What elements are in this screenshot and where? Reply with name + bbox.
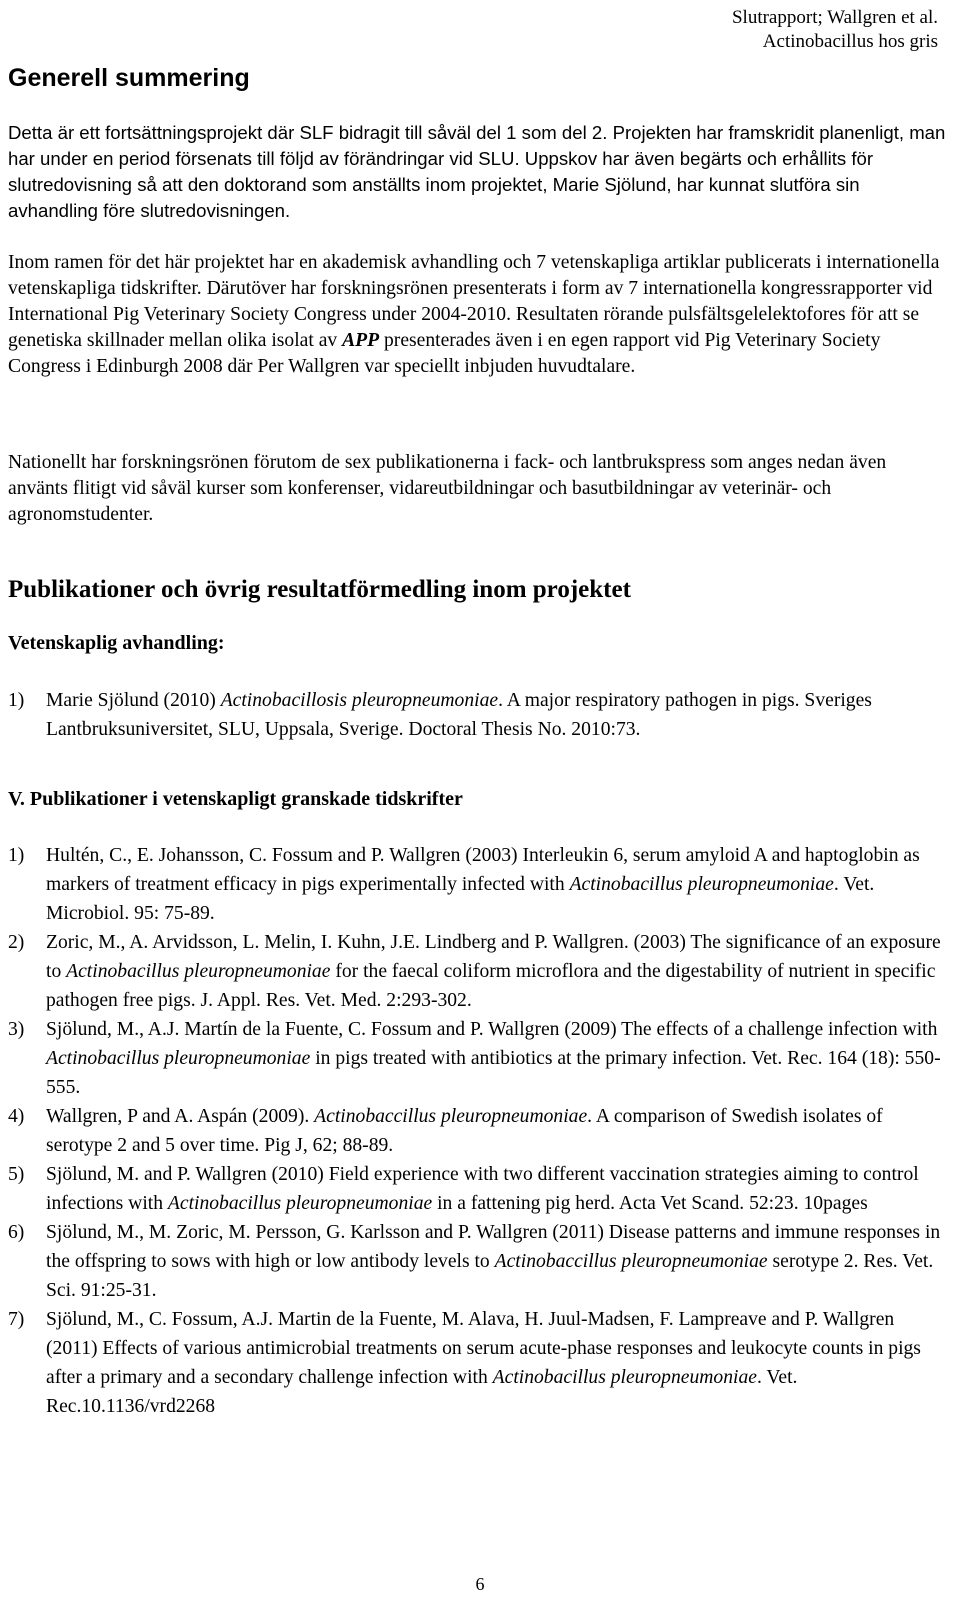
header-line-2: Actinobacillus hos gris: [762, 31, 938, 52]
reference-source: for the faecal coliform microflora and the digestability of nutrient in specific pathogen free pigs. J. Appl. Res. Vet. Med. 2:293-302.: [46, 961, 936, 1011]
reference-item: [8, 1015, 948, 1102]
projects-paragraph-part-2: presenterades även i en egen rapport vid Pig Veterinary Society Congress i Edinburgh 2008 där Per Wallgren var speciellt inbjuden huvudtalare.: [8, 330, 881, 377]
reference-item: [8, 1218, 948, 1305]
reference-species: Actinobacillosis pleuropneumoniae: [220, 690, 499, 711]
reference-number: 1): [8, 845, 25, 866]
peer-reviewed-heading: V. Publikationer i vetenskapligt granskade tidskrifter: [8, 788, 463, 810]
reference-number: 3): [8, 1019, 25, 1040]
publications-title: Publikationer och övrig resultatförmedling inom projektet: [8, 576, 631, 603]
page-number: 6: [475, 1574, 485, 1594]
thesis-heading: Vetenskaplig avhandling:: [8, 632, 225, 654]
reference-item: [8, 1102, 948, 1160]
reference-number: 4): [8, 1106, 25, 1127]
reference-item: [8, 1160, 948, 1218]
reference-text: Marie Sjölund (2010): [46, 690, 221, 711]
reference-species: Actinobaccillus pleuropneumoniae: [494, 1251, 768, 1272]
reference-text: Sjölund, M. and P. Wallgren (2010) Field experience with two different vaccination strategies aiming to control infections with: [46, 1164, 919, 1214]
running-header: [732, 6, 938, 54]
reference-species: Actinobacillus pleuropneumoniae: [66, 961, 331, 982]
reference-source: . Vet. Microbiol. 95: 75-89.: [46, 874, 875, 924]
reference-text: Wallgren, P and A. Aspán (2009).: [46, 1106, 315, 1127]
reference-text: Hultén, C., E. Johansson, C. Fossum and P. Wallgren (2003) Interleukin 6, serum amyloid A and haptoglobin as markers of treatment efficacy in pigs experimentally infected with: [46, 845, 920, 895]
national-dissemination-paragraph: Nationellt har forskningsrönen förutom de sex publikationerna i fack- och lantbrukspress som anges nedan även använts flitigt vid såväl kurser som konferenser, vidareutbildningar och basutbildningar av veterinär- och agronomstudenter.: [8, 452, 887, 525]
reference-item: [8, 686, 948, 744]
reference-number: 1): [8, 690, 25, 711]
reference-text: Sjölund, M., M. Zoric, M. Persson, G. Karlsson and P. Wallgren (2011) Disease patterns and immune responses in the offspring to sows with high or low antibody levels to: [46, 1222, 941, 1272]
reference-number: 6): [8, 1222, 25, 1243]
reference-text: Sjölund, M., C. Fossum, A.J. Martin de la Fuente, M. Alava, H. Juul-Madsen, F. Lampreave and P. Wallgren (2011) Effects of various antimicrobial treatments on serum acute-phase responses and leukocyte counts in pigs after a primary and a secondary challenge infection with: [46, 1309, 921, 1388]
reference-source: serotype 2. Res. Vet. Sci. 91:25-31.: [46, 1251, 934, 1301]
reference-number: 2): [8, 932, 25, 953]
reference-species: Actinobacillus pleuropneumoniae: [46, 1048, 311, 1069]
thesis-list: [8, 686, 948, 744]
projects-paragraph-part-1: Inom ramen för det här projektet har en akademisk avhandling och 7 vetenskapliga artiklar publicerats i internationella vetenskapliga tidskrifter. Därutöver har forskningsrönen presenterats i form av 7 internationella kongressrapporter vid International Pig Veterinary Society Congress under 2004-2010. Resultaten rörande pulsfältsgelelektofores för att se genetiska skillnader mellan olika isolat av: [8, 252, 940, 351]
reference-source: . A comparison of Swedish isolates of serotype 2 and 5 over time. Pig J, 62; 88-89.: [46, 1106, 883, 1156]
reference-text: Sjölund, M., A.J. Martín de la Fuente, C. Fossum and P. Wallgren (2009) The effects of a challenge infection with: [46, 1019, 938, 1040]
header-line-1: Slutrapport; Wallgren et al.: [731, 7, 938, 28]
app-abbreviation: APP: [342, 330, 380, 351]
publication-list: [8, 841, 948, 1421]
reference-species: Actinobacillus pleuropneumoniae: [569, 874, 834, 895]
reference-text: Zoric, M., A. Arvidsson, L. Melin, I. Kuhn, J.E. Lindberg and P. Wallgren. (2003) The significance of an exposure to: [46, 932, 941, 982]
reference-number: 5): [8, 1164, 25, 1185]
reference-item: [8, 928, 948, 1015]
reference-species: Actinobacillus pleuropneumoniae: [167, 1193, 433, 1214]
summary-title: Generell summering: [8, 64, 250, 92]
reference-species: Actinobacillus pleuropneumoniae: [492, 1367, 757, 1388]
projects-paragraph: [8, 250, 948, 380]
reference-source: in a fattening pig herd. Acta Vet Scand. 52:23. 10pages: [432, 1193, 868, 1214]
reference-number: 7): [8, 1309, 25, 1330]
reference-source: . Vet. Rec.10.1136/vrd2268: [46, 1367, 798, 1417]
reference-source: . A major respiratory pathogen in pigs. Sveriges Lantbruksuniversitet, SLU, Uppsala, Sverige. Doctoral Thesis No. 2010:73.: [46, 690, 872, 740]
reference-source: in pigs treated with antibiotics at the primary infection. Vet. Rec. 164 (18): 550-555.: [46, 1048, 941, 1098]
reference-item: [8, 1305, 948, 1421]
summary-paragraph: Detta är ett fortsättningsprojekt där SLF bidragit till såväl del 1 som del 2. Projekten har framskridit planenligt, man har under en period försenats till följd av förändringar vid SLU. Uppskov har även begärts och erhållits för slutredovisning så att den doktorand som anställts inom projektet, Marie Sjölund, har kunnat slutföra sin avhandling före slutredovisningen.: [8, 122, 946, 221]
reference-item: [8, 841, 948, 928]
reference-species: Actinobaccillus pleuropneumoniae: [314, 1106, 588, 1127]
